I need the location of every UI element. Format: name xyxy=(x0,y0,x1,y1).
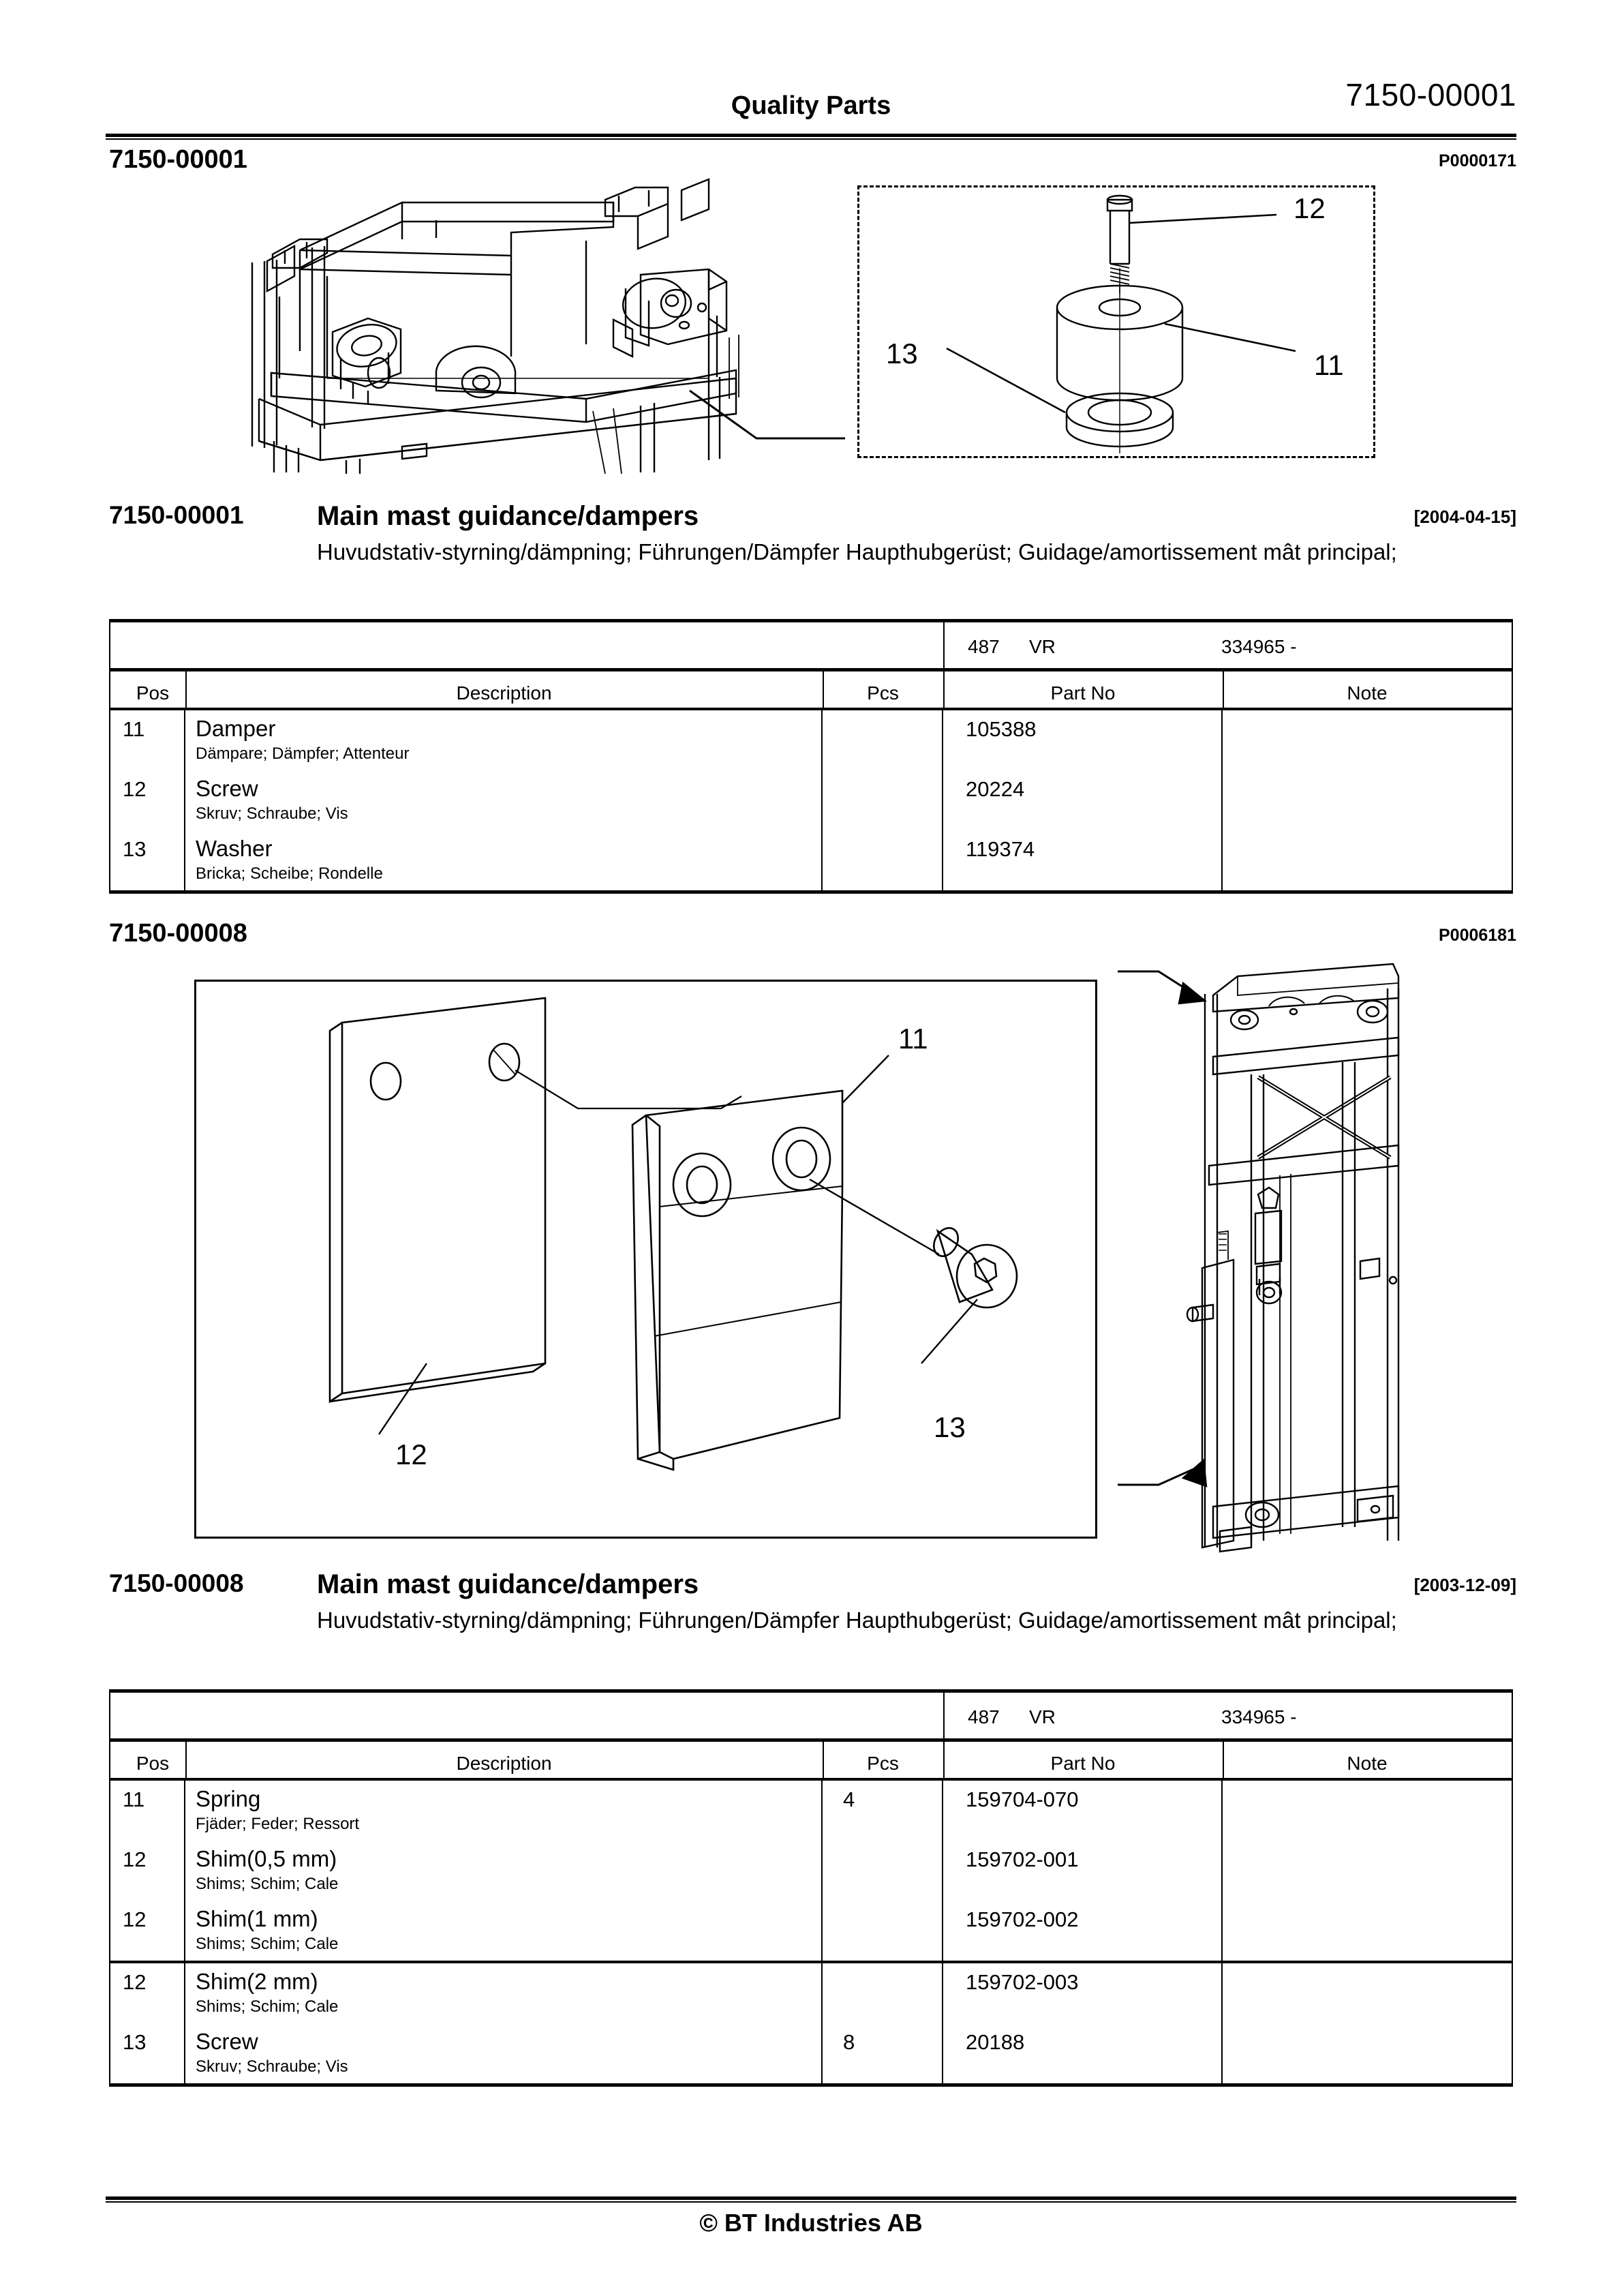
table-row[interactable] xyxy=(110,2023,1512,2083)
table-1-meta-divider xyxy=(943,622,945,668)
figure-spring-shim-detail xyxy=(194,980,1097,1539)
table-2-meta-divider xyxy=(943,1693,945,1738)
table-2-col-pcs: Pcs xyxy=(867,1753,899,1774)
cell-part-no: 159702-003 xyxy=(966,1970,1079,1994)
table-1-model: 487 xyxy=(968,636,1000,657)
table-2-header-row xyxy=(109,1738,1513,1781)
cell-description-translations: Skruv; Schraube; Vis xyxy=(196,2057,348,2076)
cell-description-translations: Shims; Schim; Cale xyxy=(196,1997,339,2016)
table-2-body xyxy=(109,1781,1513,2087)
table-1-meta-row xyxy=(109,619,1513,668)
section-2-title-text: Main mast guidance/dampers xyxy=(317,1569,699,1599)
cell-description-translations: Fjäder; Feder; Ressort xyxy=(196,1815,360,1833)
cell-pos: 12 xyxy=(123,1847,147,1871)
table-row[interactable] xyxy=(110,710,1512,770)
table-1-col-description: Description xyxy=(456,682,552,704)
cell-pos: 13 xyxy=(123,2030,147,2054)
section-1-figure-id: P0000171 xyxy=(1438,151,1516,170)
callout-13-spring-detail: 13 xyxy=(934,1411,966,1443)
cell-description: Screw xyxy=(196,776,258,801)
cell-part-no: 159702-002 xyxy=(966,1907,1079,1931)
cell-pos: 12 xyxy=(123,777,147,801)
table-row[interactable] xyxy=(110,1781,1512,1841)
callout-12-spring-detail: 12 xyxy=(395,1438,427,1470)
table-1-body xyxy=(109,710,1513,894)
table-1-serial: 334965 - xyxy=(1221,636,1297,657)
callout-12-damper-detail: 12 xyxy=(1294,192,1326,224)
section-2-title-code: 7150-00008 xyxy=(109,1569,244,1597)
section-1-title-code: 7150-00001 xyxy=(109,501,244,529)
page-header-code: 7150-00001 xyxy=(1345,77,1516,112)
cell-description: Washer xyxy=(196,836,273,861)
table-2-col-note: Note xyxy=(1347,1753,1388,1774)
cell-part-no: 119374 xyxy=(966,837,1035,861)
section-2-date: [2003-12-09] xyxy=(1413,1575,1516,1595)
cell-part-no: 20224 xyxy=(966,777,1025,801)
cell-pcs: 4 xyxy=(843,1787,855,1811)
table-1-col-pcs: Pcs xyxy=(867,682,899,704)
footer-divider xyxy=(106,2196,1516,2203)
table-2-serial: 334965 - xyxy=(1221,1706,1297,1727)
table-1-col-part-no: Part No xyxy=(1050,682,1116,704)
callout-11-spring-detail: 11 xyxy=(898,1023,928,1055)
figure-mast-overview xyxy=(1118,941,1404,1554)
page-footer-copyright: © BT Industries AB xyxy=(699,2209,923,2237)
cell-description-translations: Bricka; Scheibe; Rondelle xyxy=(196,864,383,883)
table-1-col-pos: Pos xyxy=(136,682,170,704)
cell-pos: 12 xyxy=(123,1907,147,1931)
table-row[interactable] xyxy=(110,770,1512,830)
table-2-col-part-no: Part No xyxy=(1050,1753,1116,1774)
section-1-title-text: Main mast guidance/dampers xyxy=(317,501,699,531)
cell-description: Spring xyxy=(196,1786,261,1811)
cell-pcs: 8 xyxy=(843,2030,855,2054)
table-1-header-row xyxy=(109,668,1513,710)
table-row[interactable] xyxy=(110,830,1512,890)
section-1-date: [2004-04-15] xyxy=(1413,507,1516,527)
section-2-subtitle: Huvudstativ-styrning/dämpning; Führungen/Dämpfer Haupthubgerüst; Guidage/amortissement mât principal; xyxy=(317,1607,1397,1633)
cell-pos: 11 xyxy=(123,1787,145,1811)
cell-description-translations: Shims; Schim; Cale xyxy=(196,1935,339,1953)
cell-part-no: 159704-070 xyxy=(966,1787,1079,1811)
cell-part-no: 159702-001 xyxy=(966,1847,1079,1871)
page-header-title: Quality Parts xyxy=(731,91,891,120)
cell-description-translations: Shims; Schim; Cale xyxy=(196,1875,339,1893)
table-row[interactable] xyxy=(110,1961,1512,2023)
cell-description: Shim(2 mm) xyxy=(196,1969,318,1994)
table-2-col-pos: Pos xyxy=(136,1753,170,1774)
callout-11-damper-detail: 11 xyxy=(1314,349,1344,381)
table-1-col-note: Note xyxy=(1347,682,1388,704)
cell-part-no: 105388 xyxy=(966,717,1037,741)
table-row[interactable] xyxy=(110,1841,1512,1901)
section-1-code: 7150-00001 xyxy=(109,145,247,174)
section-1-subtitle: Huvudstativ-styrning/dämpning; Führungen/Dämpfer Haupthubgerüst; Guidage/amortissement mât principal; xyxy=(317,539,1397,564)
cell-part-no: 20188 xyxy=(966,2030,1025,2054)
cell-description: Damper xyxy=(196,716,276,741)
table-2-variant: VR xyxy=(1029,1706,1056,1727)
cell-description: Shim(1 mm) xyxy=(196,1906,318,1931)
table-1-variant: VR xyxy=(1029,636,1056,657)
cell-description: Shim(0,5 mm) xyxy=(196,1846,337,1871)
cell-pos: 11 xyxy=(123,717,145,741)
cell-pos: 13 xyxy=(123,837,147,861)
cell-pos: 12 xyxy=(123,1970,147,1994)
figure-mast-carriage-assembly xyxy=(232,174,845,474)
parts-table-1 xyxy=(109,619,1513,894)
cell-description-translations: Skruv; Schraube; Vis xyxy=(196,804,348,823)
figure-damper-exploded-detail xyxy=(857,185,1375,458)
table-row[interactable] xyxy=(110,1901,1512,1961)
page-header xyxy=(106,75,1516,136)
parts-table-2 xyxy=(109,1689,1513,2087)
table-2-col-description: Description xyxy=(456,1753,552,1774)
table-2-meta-row xyxy=(109,1689,1513,1738)
header-divider xyxy=(106,134,1516,140)
table-2-model: 487 xyxy=(968,1706,1000,1727)
cell-description-translations: Dämpare; Dämpfer; Attenteur xyxy=(196,744,410,763)
section-2-code: 7150-00008 xyxy=(109,919,247,948)
callout-13-damper-detail: 13 xyxy=(886,337,918,369)
section-2-figure-id: P0006181 xyxy=(1438,926,1516,945)
cell-description: Screw xyxy=(196,2029,258,2054)
